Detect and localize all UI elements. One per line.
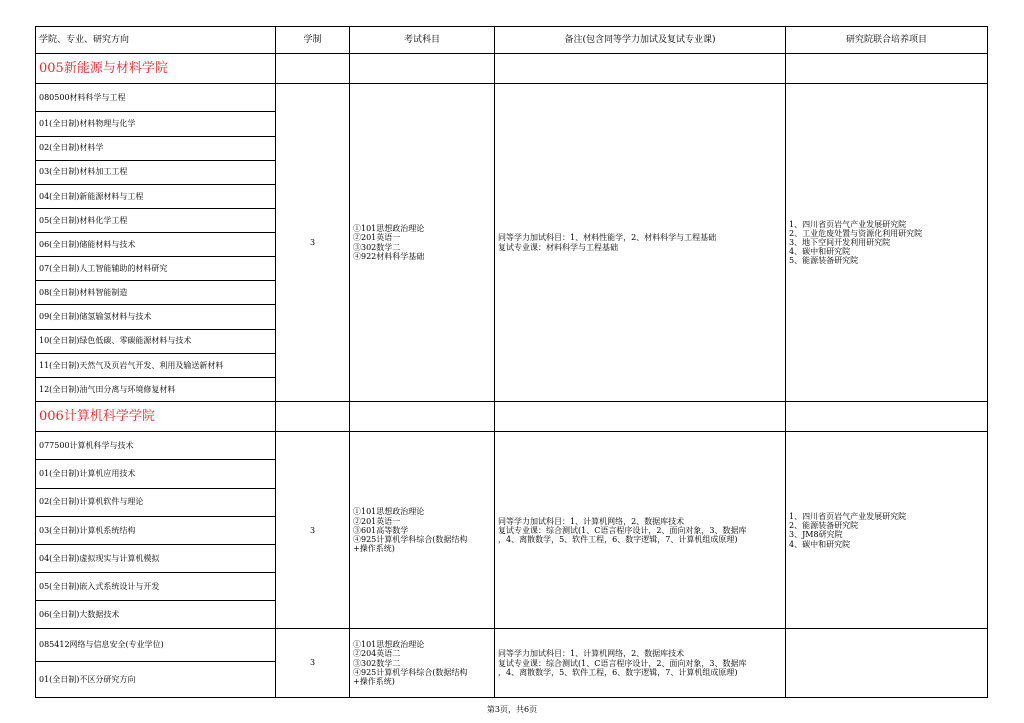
duration-cell: 3	[276, 629, 350, 698]
subjects-cell: ①101思想政治理论 ②201英语一 ③302数学二 ④922材料科学基础	[350, 84, 495, 402]
major-cell: 077500计算机科学与技术	[36, 432, 276, 460]
major-cell: 080500材料科学与工程	[36, 84, 276, 112]
admissions-table	[35, 26, 988, 698]
major-cell: 02(全日制)材料学	[36, 136, 276, 160]
page-number: 第3页，共6页	[486, 705, 538, 714]
major-cell: 08(全日制)材料智能制造	[36, 281, 276, 305]
major-cell: 09(全日制)储氢输氢材料与技术	[36, 305, 276, 329]
major-cell: 12(全日制)油气田分离与环境修复材料	[36, 377, 276, 401]
major-cell: 01(全日制)材料物理与化学	[36, 112, 276, 136]
joint-program-cell: 1、四川省页岩气产业发展研究院 2、能源装备研究院 3、JM8研究院 4、碳中和研究院	[786, 432, 988, 629]
major-cell: 05(全日制)嵌入式系统设计与开发	[36, 573, 276, 601]
major-cell: 11(全日制)天然气及页岩气开发、利用及输送新材料	[36, 353, 276, 377]
duration-cell: 3	[276, 84, 350, 402]
table-row	[36, 629, 988, 661]
college-name: 006计算机科学学院	[36, 402, 276, 432]
major-cell: 085412网络与信息安全(专业学位)	[36, 629, 276, 661]
major-cell: 01(全日制)不区分研究方向	[36, 661, 276, 697]
subjects-cell: ①101思想政治理论 ②204英语二 ③302数学二 ④925计算机学科综合(数据结构 +操作系统)	[350, 629, 495, 698]
major-cell: 10(全日制)绿色低碳、零碳能源材料与技术	[36, 329, 276, 353]
major-cell: 03(全日制)材料加工工程	[36, 160, 276, 184]
major-cell: 01(全日制)计算机应用技术	[36, 460, 276, 488]
header-subjects: 考试科目	[350, 27, 495, 54]
major-cell: 04(全日制)新能源材料与工程	[36, 184, 276, 208]
header-remarks: 备注(包含同等学力加试及复试专业课)	[495, 27, 786, 54]
remarks-cell: 同等学力加试科目：1、材料性能学，2、材料科学与工程基础 复试专业课：材料科学与工程基础	[495, 84, 786, 402]
major-cell: 04(全日制)虚拟现实与计算机模拟	[36, 544, 276, 572]
header-college-major: 学院、专业、研究方向	[36, 27, 276, 54]
college-row-005	[36, 54, 988, 84]
table-row	[36, 432, 988, 460]
joint-program-cell	[786, 629, 988, 698]
table-row	[36, 84, 988, 112]
college-row-006	[36, 402, 988, 432]
college-name: 005新能源与材料学院	[36, 54, 276, 84]
header-joint-program: 研究院联合培养项目	[786, 27, 988, 54]
major-cell: 07(全日制)人工智能辅助的材料研究	[36, 257, 276, 281]
header-row	[36, 27, 988, 54]
major-cell: 03(全日制)计算机系统结构	[36, 516, 276, 544]
major-cell: 06(全日制)大数据技术	[36, 601, 276, 629]
subjects-cell: ①101思想政治理论 ②201英语一 ③601高等数学 ④925计算机学科综合(数据结构 +操作系统)	[350, 432, 495, 629]
remarks-cell: 同等学力加试科目：1、计算机网络，2、数据库技术 复试专业课：综合测试(1、C语言程序设计，2、面向对象，3、数据库 ，4、离散数学，5、软件工程，6、数字逻辑，7、计算机组成原理)	[495, 629, 786, 698]
duration-cell: 3	[276, 432, 350, 629]
major-cell: 06(全日制)储能材料与技术	[36, 233, 276, 257]
remarks-cell: 同等学力加试科目：1、计算机网络，2、数据库技术 复试专业课：综合测试(1、C语言程序设计，2、面向对象，3、数据库 ，4、离散数学，5、软件工程，6、数字逻辑，7、计算机组成原理)	[495, 432, 786, 629]
major-cell: 05(全日制)材料化学工程	[36, 208, 276, 232]
joint-program-cell: 1、四川省页岩气产业发展研究院 2、工业危废处置与资源化利用研究院 3、地下空间开发利用研究院 4、碳中和研究院 5、能源装备研究院	[786, 84, 988, 402]
header-duration: 学制	[276, 27, 350, 54]
major-cell: 02(全日制)计算机软件与理论	[36, 488, 276, 516]
